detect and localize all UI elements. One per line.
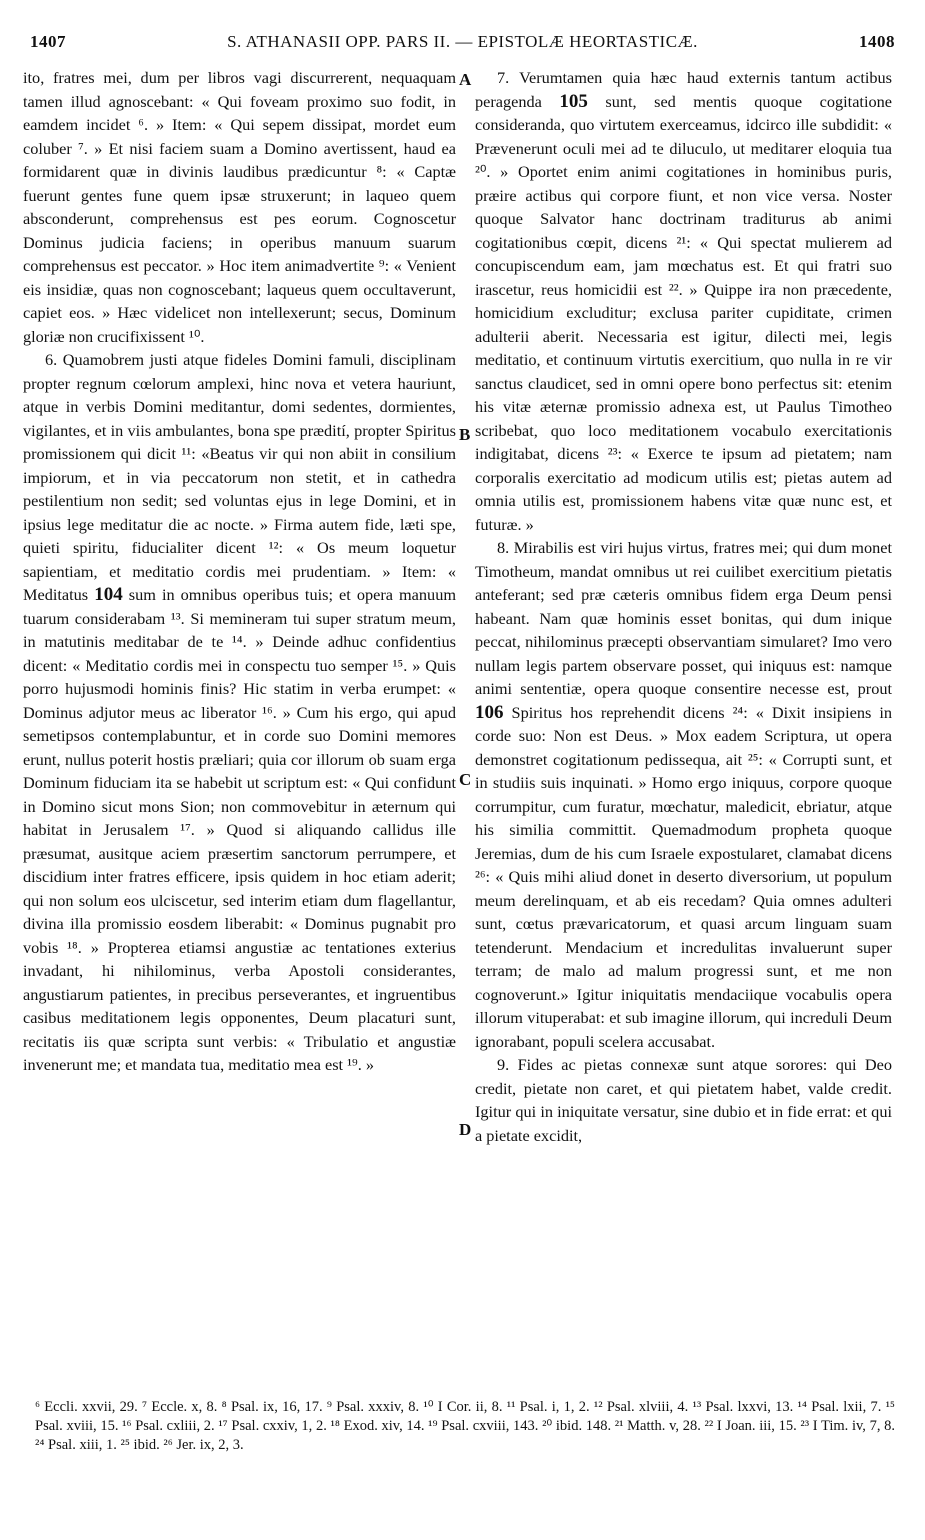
left-column <box>23 66 456 1077</box>
marginal-number-104: 104 <box>94 584 123 605</box>
right-paragraph-7 <box>475 66 892 536</box>
para8-part-a: 8. Mirabilis est viri hujus virtus, fratres mei; qui dum monet Timotheum, mandat omnibus ut rei cuilibet exercitium pietatis anteferant; sed præ cæteris omnibus fidem erga Deum pensi habeant. Nam quæ hominis esset bonitas, qui dum inique peccat, nihilominus præcepti observantiam simularet? Imo vero nullam legis partem observare posset, qui iniquus est: namque animi sententiæ, opera quoque consentire necesse est, prout <box>475 538 892 698</box>
left-paragraph-1: ito, fratres mei, dum per libros vagi discurrerent, nequaquam tamen illud agnoscebant: « Qui foveam proximo suo fodit, in eamdem incidet ⁶. » Item: « Qui sepem dissipat, mordet eum coluber ⁷. » Et nisi faciem suam a Domino avertissent, haud ea formidarent quæ in divinis laudibus prædicuntur ⁸: « Captæ fuerunt gentes fune quem ipsæ struxerunt; in laqueo quem absconderunt, comprehensus est pes eorum. Cognoscetur Dominus judicia faciens; in operibus manuum suarum comprehensus est peccator. » Hoc item animadvertite ⁹: « Venient eis insidiæ, quas non cognoscebant; laqueus quem occultaverunt, capiet eos. » Hæc videlicet non intellexerunt; secus, Dominum gloriæ non crucifixissent ¹⁰. <box>23 68 456 346</box>
running-header <box>30 32 895 56</box>
page-number-right: 1408 <box>859 32 895 51</box>
margin-letter-a: A <box>459 70 472 89</box>
page-number-left: 1407 <box>30 32 66 51</box>
left-paragraph-6 <box>23 348 456 1077</box>
para6-part-a: 6. Quamobrem justi atque fideles Domini famuli, disciplinam propter regnum cœlorum amplexi, hinc nova et vetera hauriunt, atque in verbis Domini meditantur, domi sedentes, dormientes, vigilantes, et in viis ambulantes, bona spe prædití, propter Spiritus promissionem qui dicit ¹¹: «Beatus vir qui non abiit in consilium impiorum, et in via peccatorum non stetit, et in cathedra pestilentium non sedit; sed voluntas ejus in lege Domini, et in ipsius lege meditatur die ac nocte. » Firma autem fide, læti spe, quieti spiritu, fiducialiter dicent ¹²: « Os meum loquetur sapientiam, et meditatio cordis mei prudentiam. » Item: « Meditatus <box>23 350 456 604</box>
para6-part-b: sum in omnibus operibus tuis; et opera manuum tuarum considerabam ¹³. Si memineram tui super stratum meum, in matutinis meditabar de te ¹⁴. » Deinde adhuc confidentius dicent: « Meditatio cordis mei in conspectu tuo semper ¹⁵. » Quis porro hujusmodi hominis finis? Hic statim in verba erumpet: « Dominus adjutor meus ac liberator ¹⁶. » Cum his ergo, qui apud semetipsos contemplabuntur, et in corde suo Domini memores erunt, nullus poterit hostis præliari; quia cor illorum ob suam erga Dominum fiduciam ita se habebit ut scriptum est: « Qui confidunt in Domino sicut mons Sion; non commovebitur in æternum qui habitat in Jerusalem ¹⁷. » Quod si aliquando callidus ille præsumat, ausitque aciem præsertim sanctorum perrumpere, et discidium inter fratres efficere, ipsis quidem in hoc etiam aderit; qui non solum eos ulciscetur, sed interim etiam dum flagellantur, divina illa promissio eosdem liberabit: « Dominus pugnabit pro vobis ¹⁸. » Propterea etiamsi angustiæ ac tentationes exterius invadant, hi nihilominus, verba Apostoli considerantes, angustiarum patientes, in precibus perseverantes, et ingruentibus casibus meditationem legis opponentes, Deum placaturi sunt, recitatis iis quæ scripta sunt verbis: « Tribulatio et angustiæ invenerunt me; et mandata tua, meditatio mea est ¹⁹. » <box>23 585 456 1074</box>
margin-letter-d: D <box>459 1120 472 1139</box>
right-paragraph-9: 9. Fides ac pietas connexæ sunt atque sorores: qui Deo credit, pietate non caret, et qui pietatem habet, valde credit. Igitur qui in iniquitate versatur, sine dubio et in fide errat: et qui a pietate excidit, <box>475 1055 892 1145</box>
right-paragraph-8 <box>475 536 892 1053</box>
footnotes: ⁶ Eccli. xxvii, 29. ⁷ Eccle. x, 8. ⁸ Psal. ix, 16, 17. ⁹ Psal. xxxiv, 8. ¹⁰ I Cor. ii, 8. ¹¹ Psal. i, 1, 2. ¹² Psal. xlviii, 4. ¹³ Psal. lxxvi, 13. ¹⁴ Psal. lxii, 7. ¹⁵ Psal. xviii, 15. ¹⁶ Psal. cxliii, 2. ¹⁷ Psal. cxxiv, 1, 2. ¹⁸ Exod. xiv, 14. ¹⁹ Psal. cxviii, 143. ²⁰ ibid. 148. ²¹ Matth. v, 28. ²² I Joan. iii, 15. ²³ I Tim. iv, 7, 8. ²⁴ Psal. xiii, 1. ²⁵ ibid. ²⁶ Jer. ix, 2, 3. <box>35 1399 895 1453</box>
para7-part-b: sunt, sed mentis quoque cogitatione consideranda, quo virtutem exerceamus, idcirco ille subdidit: « Prævenerunt oculi mei ad te diluculo, ut meditarer eloquia tua ²⁰. » Oportet enim animi cogitationes in hominibus puris, præire actibus qui corpore fiunt, et non vice versa. Noster quoque Salvator hanc doctrinam traditurus ab animi cogitationibus cœpit, dicens ²¹: « Qui spectat mulierem ad concupiscendum eam, jam mœchatus est. Et qui fratri suo irascetur, reus homicidii est ²². » Quippe ira non præcedente, homicidium excluditur; exclusa pariter cupiditate, crimen adulterii aberit. Necessaria est igitur, dilecti mei, legis meditatio, et continuum virtutis exercitium, quo nulla in re vir sanctus claudicet, sed in omni opere bono perfectus sit: etenim his vitæ æternæ promissio adnexa est, ut Paulus Timotheo scribebat, quo loco meditationem vocabulo exercitationis indigitabat, dicens ²³: « Exerce te ipsum ad pietatem; nam corporalis exercitatio ad modicum utilis est; pietas autem ad omnia utilis est, promissionem habens vitæ quæ nunc est, et futuræ. » <box>475 91 892 534</box>
margin-letter-b: B <box>459 425 471 444</box>
para8-part-b: Spiritus hos reprehendit dicens ²⁴: « Dixit insipiens in corde suo: Non est Deus. » Mox eadem Scriptura, ut opera demonstret cogitationum pedissequa, ait ²⁵: « Corrupti sunt, et in studiis suis inquinati. » Homo ergo iniquus, corpore quoque corrumpitur, cum furatur, mœchatur, maledicit, ebriatur, atque his similia committit. Quemadmodum propheta quoque Jeremias, dum de his cum Israele expostularet, clamabat dicens ²⁶: « Quis mihi aliud donet in deserto diversorium, ut populum meum derelinquam, et ab eis recedam? Quia omnes adulteri sunt, cœtus prævaricatorum, et quasi arcum linguam suam tetenderunt. Mendacium et incredulitas invaluerunt super terram; de malo ad malum progressi sunt, et me non cognoverunt.» Igitur iniquitatis mendaciique vocabulis opera illorum vituperabat: et sub imagine illorum, qui increduli Deum ignorabant, populi scelera accusabat. <box>475 702 892 1051</box>
marginal-number-105: 105 <box>559 90 588 112</box>
marginal-number-106: 106 <box>475 701 504 723</box>
right-column <box>475 66 892 1147</box>
running-head-title: S. ATHANASII OPP. PARS II. — EPISTOLÆ HEORTASTICÆ. <box>227 32 698 51</box>
margin-letter-c: C <box>459 770 472 789</box>
para7-part-a: 7. Verumtamen quia hæc haud externis tantum actibus peragenda <box>475 68 892 111</box>
